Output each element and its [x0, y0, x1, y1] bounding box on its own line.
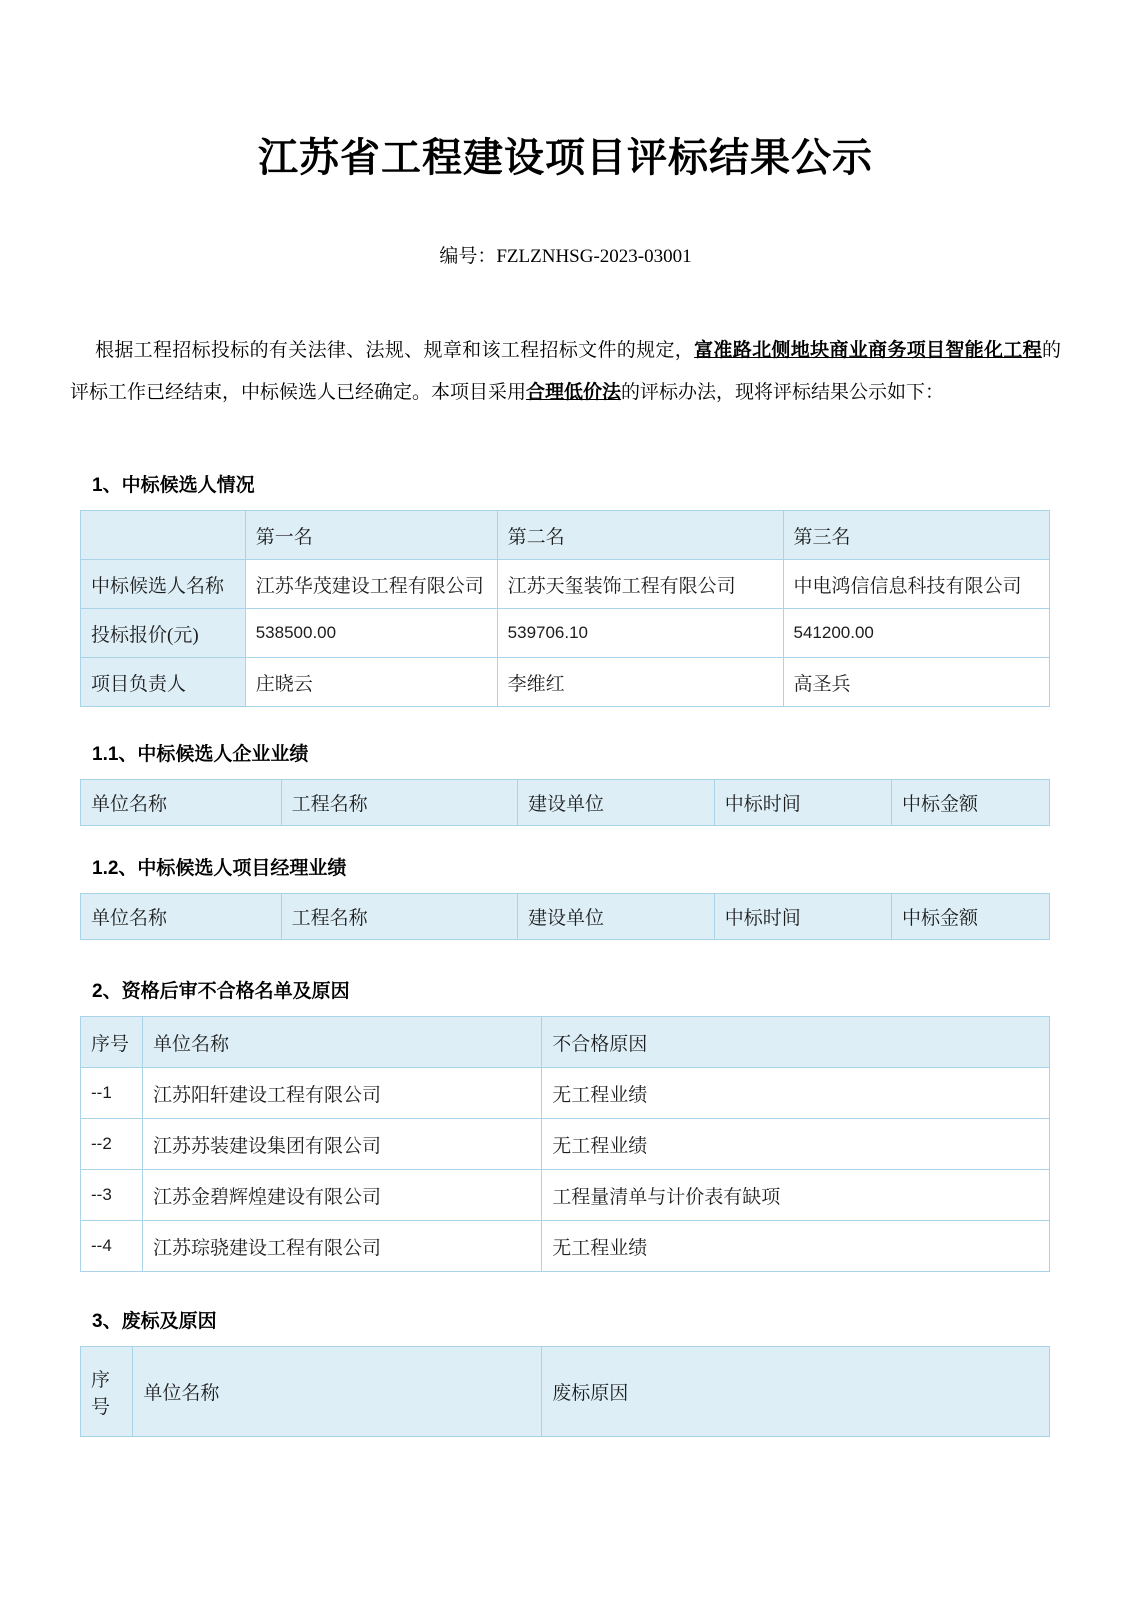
header-cell-unit-name: 单位名称	[81, 780, 282, 826]
header-cell-project-name: 工程名称	[281, 780, 517, 826]
candidate-2-manager: 李维红	[497, 658, 783, 707]
header-cell-award-amount: 中标金额	[892, 780, 1050, 826]
table-header-row	[81, 1017, 1050, 1068]
section-2-heading: 2、资格后审不合格名单及原因	[92, 981, 350, 1002]
header-cell-award-time: 中标时间	[714, 894, 891, 940]
intro-text-1: 根据工程招标投标的有关法律、法规、规章和该工程招标文件的规定，	[95, 340, 695, 361]
disqualified-3-reason: 工程量清单与计价表有缺项	[542, 1170, 1050, 1221]
manager-performance-table	[80, 893, 1050, 940]
disqualified-3-name: 江苏金碧辉煌建设有限公司	[143, 1170, 542, 1221]
table-header-row	[81, 894, 1050, 940]
table-row	[81, 1221, 1050, 1272]
header-cell-seq: 序号	[81, 1017, 143, 1068]
candidates-table	[80, 510, 1050, 707]
disqualified-1-seq: --1	[81, 1068, 143, 1119]
enterprise-performance-table	[80, 779, 1050, 826]
table-header-row	[81, 511, 1050, 560]
header-cell-unit-name: 单位名称	[81, 894, 282, 940]
table-row	[81, 1170, 1050, 1221]
row-label-project-manager: 项目负责人	[81, 658, 246, 707]
table-row	[81, 560, 1050, 609]
disqualified-2-reason: 无工程业绩	[542, 1119, 1050, 1170]
header-cell-unit-name: 单位名称	[133, 1347, 542, 1437]
candidate-3-name: 中电鸿信信息科技有限公司	[783, 560, 1050, 609]
disqualified-2-seq: --2	[81, 1119, 143, 1170]
header-cell-seq: 序号	[81, 1347, 133, 1437]
row-label-bid-price: 投标报价(元)	[81, 609, 246, 658]
disqualified-3-seq: --3	[81, 1170, 143, 1221]
table-row	[81, 1068, 1050, 1119]
disqualified-1-reason: 无工程业绩	[542, 1068, 1050, 1119]
intro-text-2: 的评标工作已经结束，中标候选人已经确定。本项目采用	[70, 340, 1061, 403]
header-cell-construction-unit: 建设单位	[518, 894, 715, 940]
candidate-1-manager: 庄晓云	[245, 658, 497, 707]
disqualified-2-name: 江苏苏装建设集团有限公司	[143, 1119, 542, 1170]
section-1-2-heading: 1.2、中标候选人项目经理业绩	[92, 858, 347, 879]
disqualified-table	[80, 1016, 1050, 1272]
table-row	[81, 609, 1050, 658]
intro-paragraph	[70, 330, 1061, 414]
candidate-3-price: 541200.00	[783, 609, 1050, 658]
section-1-1-heading: 1.1、中标候选人企业业绩	[92, 744, 309, 765]
header-cell-construction-unit: 建设单位	[518, 780, 715, 826]
table-header-row	[81, 780, 1050, 826]
intro-text-3: 的评标办法，现将评标结果公示如下：	[621, 382, 945, 403]
disqualified-4-reason: 无工程业绩	[542, 1221, 1050, 1272]
rejected-bids-table	[80, 1346, 1050, 1437]
header-cell-award-amount: 中标金额	[892, 894, 1050, 940]
candidate-2-price: 539706.10	[497, 609, 783, 658]
candidate-1-name: 江苏华茂建设工程有限公司	[245, 560, 497, 609]
header-cell-unit-name: 单位名称	[143, 1017, 542, 1068]
page-title: 江苏省工程建设项目评标结果公示	[258, 135, 873, 180]
header-cell-third: 第三名	[783, 511, 1050, 560]
document-number: 编号：FZLZNHSG-2023-03001	[439, 246, 692, 267]
evaluation-method-emphasis: 合理低价法	[526, 382, 622, 403]
disqualified-1-name: 江苏阳轩建设工程有限公司	[143, 1068, 542, 1119]
candidate-2-name: 江苏天玺装饰工程有限公司	[497, 560, 783, 609]
project-name-emphasis: 富准路北侧地块商业商务项目智能化工程	[694, 340, 1042, 361]
header-cell-project-name: 工程名称	[281, 894, 517, 940]
row-label-candidate-name: 中标候选人名称	[81, 560, 246, 609]
table-header-row	[81, 1347, 1050, 1437]
header-cell-fail-reason: 不合格原因	[542, 1017, 1050, 1068]
header-cell-second: 第二名	[497, 511, 783, 560]
disqualified-4-name: 江苏琮骁建设工程有限公司	[143, 1221, 542, 1272]
table-row	[81, 1119, 1050, 1170]
section-1-heading: 1、中标候选人情况	[92, 475, 255, 496]
section-3-heading: 3、废标及原因	[92, 1311, 217, 1332]
header-cell-first: 第一名	[245, 511, 497, 560]
disqualified-4-seq: --4	[81, 1221, 143, 1272]
candidate-3-manager: 高圣兵	[783, 658, 1050, 707]
header-cell-blank	[81, 511, 246, 560]
header-cell-award-time: 中标时间	[714, 780, 891, 826]
table-row	[81, 658, 1050, 707]
header-cell-reject-reason: 废标原因	[542, 1347, 1050, 1437]
candidate-1-price: 538500.00	[245, 609, 497, 658]
